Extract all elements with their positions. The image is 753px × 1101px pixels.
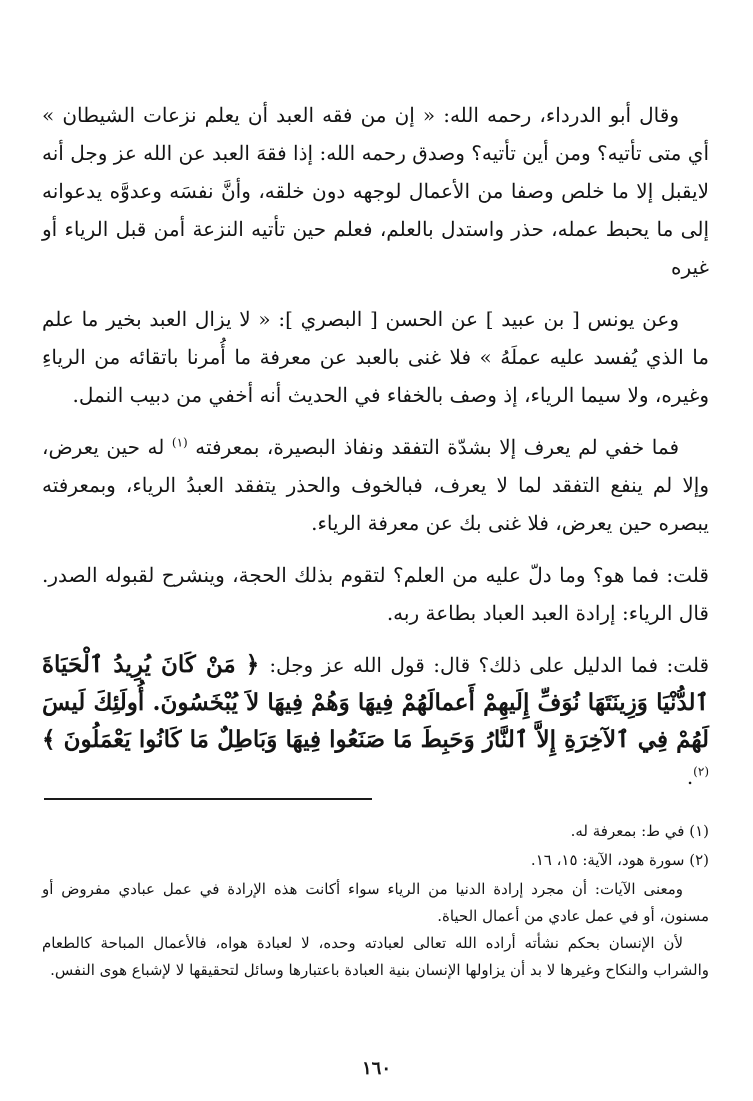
paragraph-yunus: وعن يونس [ بن عبيد ] عن الحسن [ البصري ]: « لا يزال العبد بخير ما علم ما الذي يُفسد عليه عملَهُ » فلا غنى بالعبد عن معرفة ما أُمرنا باتقائه من الرياءِ وغيره، ولا سيما الرياء، إذ وصف بالخفاء في الحديث أنه أخفي من دبيب النمل.	[42, 307, 709, 407]
paragraph-riya-definition: قلت: فما هو؟ وما دلّ عليه من العلم؟ لتقوم بذلك الحجة، وينشرح لقبوله الصدر. قال الرياء: إرادة العبد العباد بطاعة ربه.	[42, 563, 709, 625]
paragraph-abu-darda: وقال أبو الدرداء، رحمه الله: « إن من فقه العبد أن يعلم نزعات الشيطان » أي متى تأتيه؟ ومن أين تأتيه؟ وصدق رحمه الله: إذا فقهَ العبد عن الله عز وجل أنه لايقبل إلا ما خلص وصفا من الأعمال لوجهه دون خلقه، وأنَّ نفسَه وعدوَّه يدعوانه إلى ما يحبط عمله، حذر واستدل بالعلم، فعلم حين تأتيه النزعة أمن قبل الرياء أو غيره	[42, 103, 709, 279]
quran-verse: ﴿ مَنْ كَانَ يُرِيدُ ٱلْحَيَاةَ ٱلدُّنْيَا وَزِينَتَهَا نُوَفِّ إِلَيهِمْ أَعمالَهُمْ فِيهَا وَهُمْ فِيهَا لاَ يُبْخَسُونَ. أُولَئِكَ لَيسَ لَهُمْ فِي ٱلآخِرَةِ إِلاَّ ٱلنَّارُ وَحَبِطَ مَا صَنَعُوا فِيهَا وَبَاطِلٌ مَا كَانُوا يَعْمَلُونَ ﴾	[42, 651, 709, 753]
footnote-note-2: لأن الإنسان بحكم نشأته أراده الله تعالى لعبادته وحده، لا لعبادة هواه، فالأعمال المباحة كالطعام والشراب والنكاح وغيرها لا بد أن يزاولها الإنسان بنية العبادة باعتبارها وسائل لتحقيقها لا لإشباع هوى النفس.	[42, 934, 709, 979]
footnotes	[42, 818, 709, 984]
main-text	[42, 96, 709, 796]
footnote-ref-1: (١)	[171, 435, 188, 450]
paragraph-tafaqqud-end: له حين يعرض، وإلا لم ينفع التفقد لما لا يعرف، فبالخوف والحذر يتفقد العبدُ الرياء، وبمعرفته يبصره حين يعرض، فلا غنى بك عن معرفة الرياء.	[42, 435, 709, 535]
footnote-ref-2: (٢)	[693, 764, 709, 779]
page-number: ١٦٠	[361, 1058, 391, 1079]
footnote-2: (٢) سورة هود، الآية: ١٥، ١٦.	[530, 851, 709, 869]
quran-intro: قلت: فما الدليل على ذلك؟ قال: قول الله عز وجل:	[269, 653, 710, 677]
footnote-1: (١) في ط: بمعرفة له.	[570, 822, 709, 840]
quran-verse-paragraph	[42, 646, 709, 796]
paragraph-tafaqqud-start: فما خفي لم يعرف إلا بشدّة التفقد ونفاذ البصيرة، بمعرفته	[195, 435, 680, 459]
paragraph-tafaqqud	[42, 428, 709, 542]
footnote-note-1: ومعنى الآيات: أن مجرد إرادة الدنيا من الرياء سواء أكانت هذه الإرادة في عمل عبادي مفروض أو مسنون، أو في عمل عادي من أعمال الحياة.	[42, 880, 709, 925]
quran-end: .	[686, 765, 694, 789]
footnote-divider	[44, 798, 372, 800]
